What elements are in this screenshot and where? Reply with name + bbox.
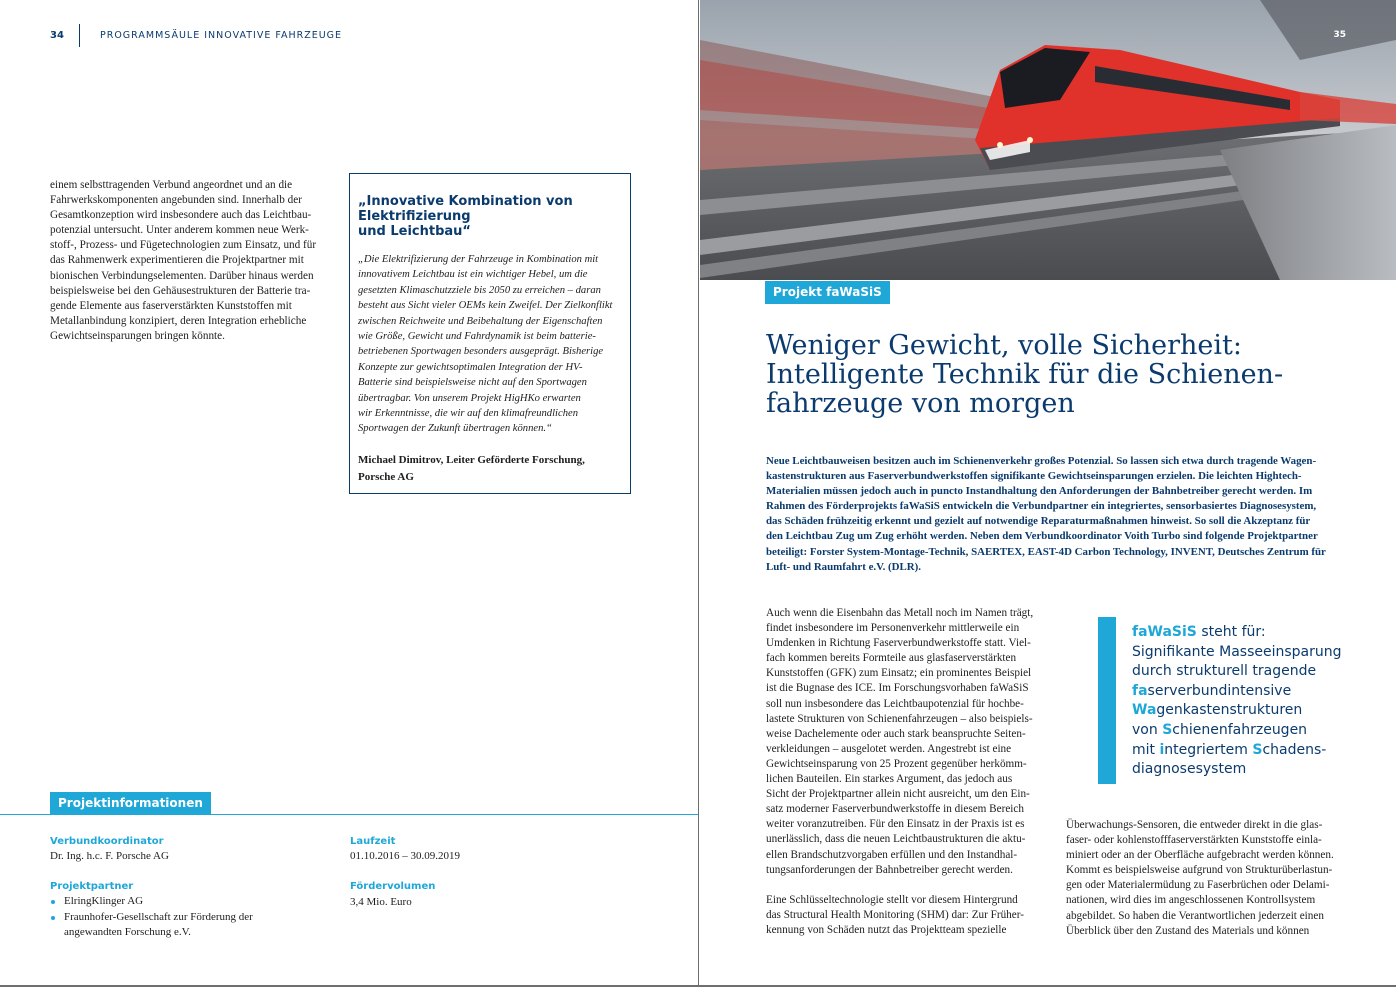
text-line: gen oder Materialermüdung zu Faserbrüchen oder Delami- <box>1066 879 1330 892</box>
partners-label: Projektpartner <box>50 881 134 892</box>
text-line: Gesamtkonzeption wird insbesondere auch das Leichtbau- <box>50 209 312 222</box>
text-line: soll nun insbesondere das Leichtbaupotenzial für hochbe- <box>766 697 1024 710</box>
acronym-line <box>1132 701 1362 721</box>
acronym-text: genkastenstrukturen <box>1156 702 1303 719</box>
quote-text <box>358 252 622 437</box>
intro-line: beteiligt: Forster System-Montage-Technik, SAERTEX, EAST-4D Carbon Technology, INVENT, Deutsches Zentrum für <box>766 545 1326 558</box>
acronym-accent: i <box>1159 741 1165 758</box>
header-separator <box>79 24 80 47</box>
text-line: Fahrwerkskomponenten angebunden sind. Innerhalb der <box>50 194 302 207</box>
text-line: verkleidungen – ausgelotet werden. Angestrebt ist eine <box>766 742 1012 755</box>
text-line: Auch wenn die Eisenbahn das Metall noch im Namen trägt, <box>766 607 1034 619</box>
quote-box <box>349 173 631 494</box>
acronym-line: Signifikante Masseeinsparung <box>1132 643 1342 660</box>
text-line: unerlässlich, dass die neuen Leichtbaustrukturen die aktu- <box>766 833 1026 846</box>
intro-line: kastenstrukturen aus Faserverbundwerkstoffen signifikante Gewichtseinsparungen erzielen. Die leichten Hightech- <box>766 470 1302 483</box>
partner-name: Fraunhofer-Gesellschaft zur Förderung der <box>64 910 253 923</box>
text-line: lastete Strukturen von Schienenfahrzeugen – also beispiels- <box>766 712 1033 725</box>
acronym-text: serverbundintensive <box>1147 682 1292 699</box>
duration-value: 01.10.2016 – 30.09.2019 <box>350 850 460 862</box>
text-line: Umdenken in Richtung Faserverbundwerkstoffe statt. Viel- <box>766 637 1031 650</box>
text-line: beispielsweise bei den Gehäusestrukturen der Batterie tra- <box>50 284 311 297</box>
text-line: faser- oder kohlenstofffaserverstärkten Kunststoffe einla- <box>1066 834 1322 847</box>
author-line: Michael Dimitrov, Leiter Geförderte Forschung, <box>358 453 585 466</box>
funding-value: 3,4 Mio. Euro <box>350 896 412 908</box>
quote-line: zwischen Reichweite und Beibehaltung der Eigenschaften <box>358 315 603 327</box>
acronym-text: chadens- <box>1262 741 1327 758</box>
funding-label: Fördervolumen <box>350 881 436 892</box>
text-line: Gewichtseinsparungen bringen könnte. <box>50 329 225 342</box>
text-line: ist die Bugnase des ICE. Im Forschungsvorhaben faWaSiS <box>766 682 1029 695</box>
quote-line: „Die Elektrifizierung der Fahrzeuge in Kombination mit <box>358 254 599 265</box>
acronym-text: steht für: <box>1196 624 1266 640</box>
left-body-text <box>50 178 338 344</box>
text-line: bionischen Verbindungselementen. Darüber hinaus werden <box>50 269 314 282</box>
text-line: tungsanforderungen der Bahnbetreiber gerecht werden. <box>766 863 1013 876</box>
right-page <box>700 0 1396 987</box>
acronym-line: durch strukturell tragende <box>1132 663 1317 680</box>
page-number-right: 35 <box>1333 30 1346 40</box>
text-line: abgebildet. So haben die Verantwortlichen jederzeit einen <box>1066 909 1324 922</box>
text-line: Kommt es beispielsweise aufgrund von Strukturüberlastun- <box>1066 864 1333 877</box>
text-line: das Rahmenwerk experimentieren die Projektpartner mit <box>50 254 304 267</box>
intro-line: Rahmen des Förderprojekts faWaSiS entwickeln die Verbundpartner ein integriertes, sensorbasiertes Diagnosesystem, <box>766 500 1317 513</box>
text-line: miniert oder an der Oberfläche aufgebracht werden können. <box>1066 849 1334 862</box>
project-info-heading: Projektinformationen <box>50 792 211 814</box>
acronym-text: ntegriertem <box>1164 741 1253 758</box>
acronym-accent: S <box>1252 741 1263 758</box>
quote-line: innovativem Leichtbau ist ein wichtiger Hebel, um die <box>358 269 588 281</box>
acronym-line <box>1132 682 1362 702</box>
acronym-line <box>1132 741 1362 761</box>
acronym-accent: faWaSiS <box>1132 624 1197 640</box>
quote-line: betriebenen Sportwagen besonders ausgeprägt. Bisherige <box>358 346 604 358</box>
intro-line: den Leichtbau Zug um Zug erhöht werden. Neben dem Verbundkoordinator Voith Turbo sind folgende Projektpartner <box>766 530 1318 543</box>
text-line: Überwachungs-Sensoren, die entweder direkt in die glas- <box>1066 819 1323 831</box>
text-line: stoff-, Prozess- und Fügetechnologien zum Einsatz, und für <box>50 239 317 252</box>
acronym-line: diagnosesystem <box>1132 761 1247 778</box>
partner-item <box>50 894 253 910</box>
quote-line: Batterie sind beispielsweise nicht auf den Sportwagen <box>358 377 587 389</box>
quote-line: wie Größe, Gewicht und Fahrdynamik ist beim batterie- <box>358 331 596 343</box>
text-line: lichen Bauteilen. Ein starkes Argument, das jedoch aus <box>766 773 1013 786</box>
quote-line: Konzepte zur gewichtsoptimalen Integration der HV- <box>358 361 583 373</box>
intro-line: das Schäden frühzeitig erkennt und gezielt auf notwendige Reparaturmaßnahmen hinweist. So soll die Akzeptanz für <box>766 515 1311 528</box>
quote-title-line: und Leichtbau“ <box>358 224 471 239</box>
partner-name: angewandten Forschung e.V. <box>64 926 191 938</box>
body-paragraph <box>766 893 1046 938</box>
project-badge: Projekt faWaSiS <box>765 281 890 304</box>
intro-line: Materialien müssen jedoch auch in puncto Instandhaltung den Anforderungen der Bahnbetreiber gerecht werden. Im <box>766 485 1313 498</box>
text-line: das Structural Health Monitoring (SHM) dar: Zur Früher- <box>766 908 1024 921</box>
coordinator-value: Dr. Ing. h.c. F. Porsche AG <box>50 850 169 862</box>
text-line: ellen Brandschutzvorgaben erfüllen und den Instandhal- <box>766 848 1018 861</box>
intro-line: Neue Leichtbauweisen besitzen auch im Schienenverkehr großes Potenzial. So lassen sich etwa durch tragende Wagen- <box>766 455 1317 467</box>
text-line: Sicht der Projektpartner allein nicht ausreicht, um den Ein- <box>766 788 1030 801</box>
quote-line: Sportwagen der Zukunft übertragen können.“ <box>358 423 552 435</box>
text-line: weiter voranzutreiben. Für den Einsatz in der Praxis ist es <box>766 818 1025 831</box>
text-line: Eine Schlüsseltechnologie stellt vor diesem Hintergrund <box>766 893 1018 906</box>
text-line: weise Dachelemente oder auch stark beanspruchte Seiten- <box>766 727 1026 740</box>
acronym-title <box>1132 623 1362 643</box>
duration-label: Laufzeit <box>350 836 396 847</box>
quote-title <box>358 194 622 239</box>
author-line: Porsche AG <box>358 470 414 483</box>
acronym-accent: fa <box>1132 682 1148 699</box>
text-line: satz moderner Faserverbundwerkstoffe in diesem Bereich <box>766 803 1024 816</box>
text-line: Kunststoffen (GFK) zum Einsatz; ein prominentes Beispiel <box>766 667 1032 680</box>
acronym-text: von <box>1132 721 1163 738</box>
quote-line: besteht aus Sicht vieler OEMs kein Zweifel. Der Zielkonflikt <box>358 300 613 312</box>
text-line: findet insbesondere im Personenverkehr mittlerweile ein <box>766 622 1020 635</box>
text-line: nationen, wird dies im angeschlossenen Kontrollsystem <box>1066 894 1316 907</box>
acronym-accent: Wa <box>1132 702 1157 719</box>
acronym-accent: S <box>1162 721 1173 738</box>
page-number-left: 34 <box>50 30 64 41</box>
partners-list <box>50 894 253 941</box>
partner-item <box>50 910 253 926</box>
acronym-line <box>1132 721 1362 741</box>
quote-line: gesetzten Klimaschutzziele bis 2050 zu erreichen – daran <box>358 284 601 296</box>
project-info-rule <box>0 814 698 815</box>
text-line: einem selbsttragenden Verbund angeordnet und an die <box>50 179 293 191</box>
text-line: Überblick über den Zustand des Materials und können <box>1066 924 1310 937</box>
headline-line: Intelligente Technik für die Schienen- <box>766 359 1284 390</box>
text-line: potenzial untersucht. Unter anderem kommen neue Werk- <box>50 224 309 237</box>
acronym-box <box>1132 623 1362 780</box>
train-photo <box>700 0 1396 280</box>
text-line: fach kommen bereits Formteile aus glasfaserverstärkten <box>766 652 1017 665</box>
quote-line: übertragbar. Von unserem Projekt HigHKo erwarten <box>358 392 581 404</box>
headline-line: Weniger Gewicht, volle Sicherheit: <box>766 330 1242 361</box>
body-paragraph <box>766 606 1046 878</box>
headline-line: fahrzeuge von morgen <box>766 388 1075 419</box>
body-column-left <box>766 606 1046 938</box>
intro-paragraph <box>766 454 1346 575</box>
body-column-right <box>1066 818 1346 939</box>
text-line: gende Elemente aus faserverstärkten Kunststoffen mit <box>50 299 292 312</box>
text-line: kennung von Schäden nutzt das Projektteam spezielle <box>766 923 1007 936</box>
partner-name: ElringKlinger AG <box>64 895 144 907</box>
intro-line: Luft- und Raumfahrt e.V. (DLR). <box>766 560 921 573</box>
acronym-text: chienenfahrzeugen <box>1172 721 1308 738</box>
red-train-image <box>700 0 1396 280</box>
quote-line: wir Erkenntnisse, die wir auf den klimafreundlichen <box>358 408 578 420</box>
text-line: Gewichtseinsparung von 25 Prozent gegenüber herkömm- <box>766 757 1027 770</box>
running-header: PROGRAMMSÄULE INNOVATIVE FAHRZEUGE <box>100 30 343 41</box>
quote-author <box>358 452 622 486</box>
coordinator-label: Verbundkoordinator <box>50 836 164 847</box>
partner-item-continued <box>50 925 253 941</box>
quote-title-line: „Innovative Kombination von Elektrifizierung <box>358 194 573 224</box>
text-line: Metallanbindung konzipiert, deren Integration erhebliche <box>50 314 307 327</box>
acronym-accent-bar <box>1098 617 1116 784</box>
acronym-text: mit <box>1132 741 1160 758</box>
article-headline <box>766 331 1326 418</box>
